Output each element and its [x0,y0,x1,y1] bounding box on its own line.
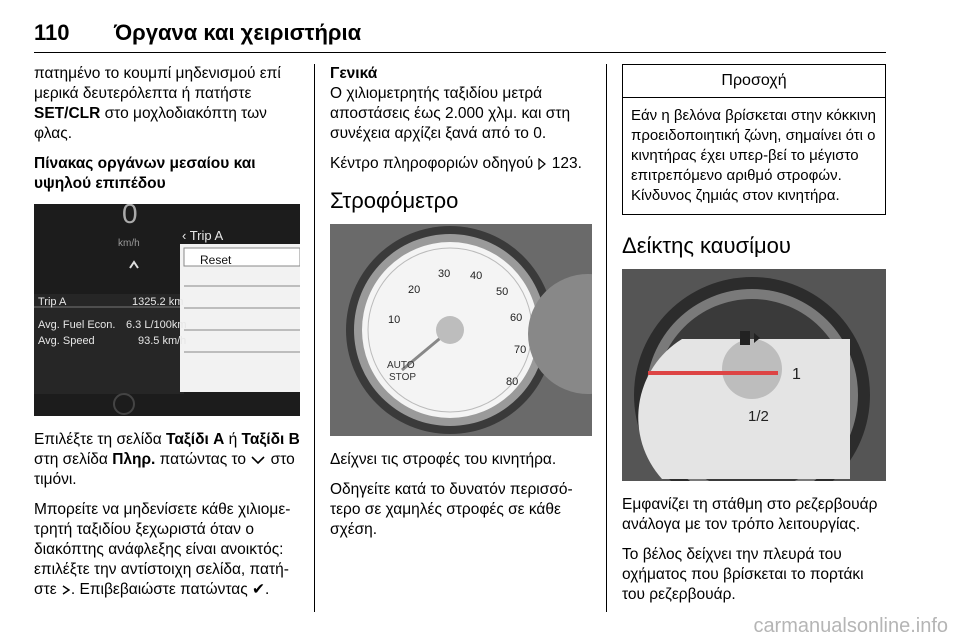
dashboard-figure [34,204,300,416]
tacho-paragraph-2: Οδηγείτε κατά το δυνατόν περισσό-τερο σε χαμηλές στροφές σε κάθε σχέση. [330,481,573,538]
speed-digit: 0 [122,204,138,229]
tacho-tick-10: 10 [388,314,401,326]
check-icon: ✔ [251,581,265,598]
tacho-tick-70: 70 [514,344,527,356]
column-divider-2 [606,64,607,612]
column-1 [34,64,300,610]
reset-paragraph: Μπορείτε να μηδενίσετε κάθε χιλιομε-τρητή ταξιδίου ξεχωριστά όταν ο διακόπτης ανάφλεξης είναι ανοικτός: επιλέξτε την αντίστοιχη σελίδα, πατή-στε . Επιβεβαιώστε πατώντας ✔. [34,501,291,598]
fuel-gauge-heading: Δείκτης καυσίμου [622,233,791,258]
tacho-label-auto: AUTO [387,360,415,371]
tachometer-heading: Στροφόμετρο [330,188,459,213]
fuel-gauge-figure [622,269,886,481]
chevron-right-icon [61,584,71,596]
fuel-econ-label: Avg. Fuel Econ. [38,319,116,331]
trip-value: 1325.2 km [132,296,184,308]
general-heading: Γενικά [330,65,378,82]
speed-unit: km/h [118,238,140,249]
intro-paragraph: πατημένο το κουμπί μηδενισμού επί μερικά δευτερόλεπτα ή πατήστε SET/CLR στο μοχλοδιακόπτη των φλας. [34,65,281,142]
page-title: Όργανα και χειριστήρια [114,20,362,45]
fuel-full-mark: 1 [792,366,801,383]
tacho-tick-30: 30 [438,268,451,280]
tacho-label-stop: STOP [389,372,417,383]
chevron-down-icon [250,454,266,466]
menu-title: ‹ Trip A [182,228,224,243]
column-2 [330,64,592,550]
fuel-econ-value: 6.3 L/100km [126,319,187,331]
tacho-tick-50: 50 [496,286,509,298]
header-rule [34,52,886,53]
fuel-paragraph-1: Εμφανίζει τη στάθμη στο ρεζερβουάρ ανάλογα με τον τρόπο λειτουργίας. [622,496,878,533]
column-divider-1 [314,64,315,612]
fuel-pump-icon [740,331,750,345]
fuel-gauge-graphic [622,269,886,481]
warning-text: Εάν η βελόνα βρίσκεται στην κόκκινη προειδοποιητική ζώνη, σημαίνει ότι ο κινητήρας έχει υπερ-βεί το μέγιστο επιτρεπόμενο αριθμό στροφών. Κίνδυνος ζημιάς στον κινητήρα. [631,107,876,204]
select-page-paragraph: Επιλέξτε τη σελίδα Ταξίδι A ή Ταξίδι B στη σελίδα Πληρ. πατώντας το στο τιμόνι. [34,431,300,488]
fuel-half-mark: 1/2 [748,408,769,425]
chevron-left-icon: ‹ [182,228,190,243]
tacho-tick-40: 40 [470,270,483,282]
tachometer-figure [330,224,592,436]
cross-reference-icon [537,158,547,170]
tacho-paragraph-1: Δείχνει τις στροφές του κινητήρα. [330,451,557,468]
column-3 [622,64,886,615]
general-paragraph: Ο χιλιομετρητής ταξιδίου μετρά αποστάσεις έως 2.000 χλμ. και στη συνέχεια αρχίζει ξανά από το 0. [330,85,571,142]
page-header [34,20,886,50]
tacho-tick-60: 60 [510,312,523,324]
fuel-paragraph-2: Το βέλος δείχνει την πλευρά του οχήματος που βρίσκεται το πορτάκι του ρεζερβουάρ. [622,546,864,603]
watermark: carmanualsonline.info [753,615,948,637]
reset-menu-item: Reset [200,253,232,267]
subheading: Πίνακας οργάνων μεσαίου και υψηλού επιπέδου [34,155,256,192]
avg-speed-value: 93.5 km/h [138,335,187,347]
trip-label: Trip A [38,296,67,308]
warning-box [622,64,886,215]
tacho-tick-20: 20 [408,284,421,296]
warning-title: Προσοχή [623,65,885,98]
tacho-tick-80: 80 [506,376,519,388]
avg-speed-label: Avg. Speed [38,335,95,347]
page-number: 110 [34,20,70,45]
tachometer-graphic [330,224,592,436]
info-paragraph: Κέντρο πληροφοριών οδηγού 123. [330,155,582,172]
